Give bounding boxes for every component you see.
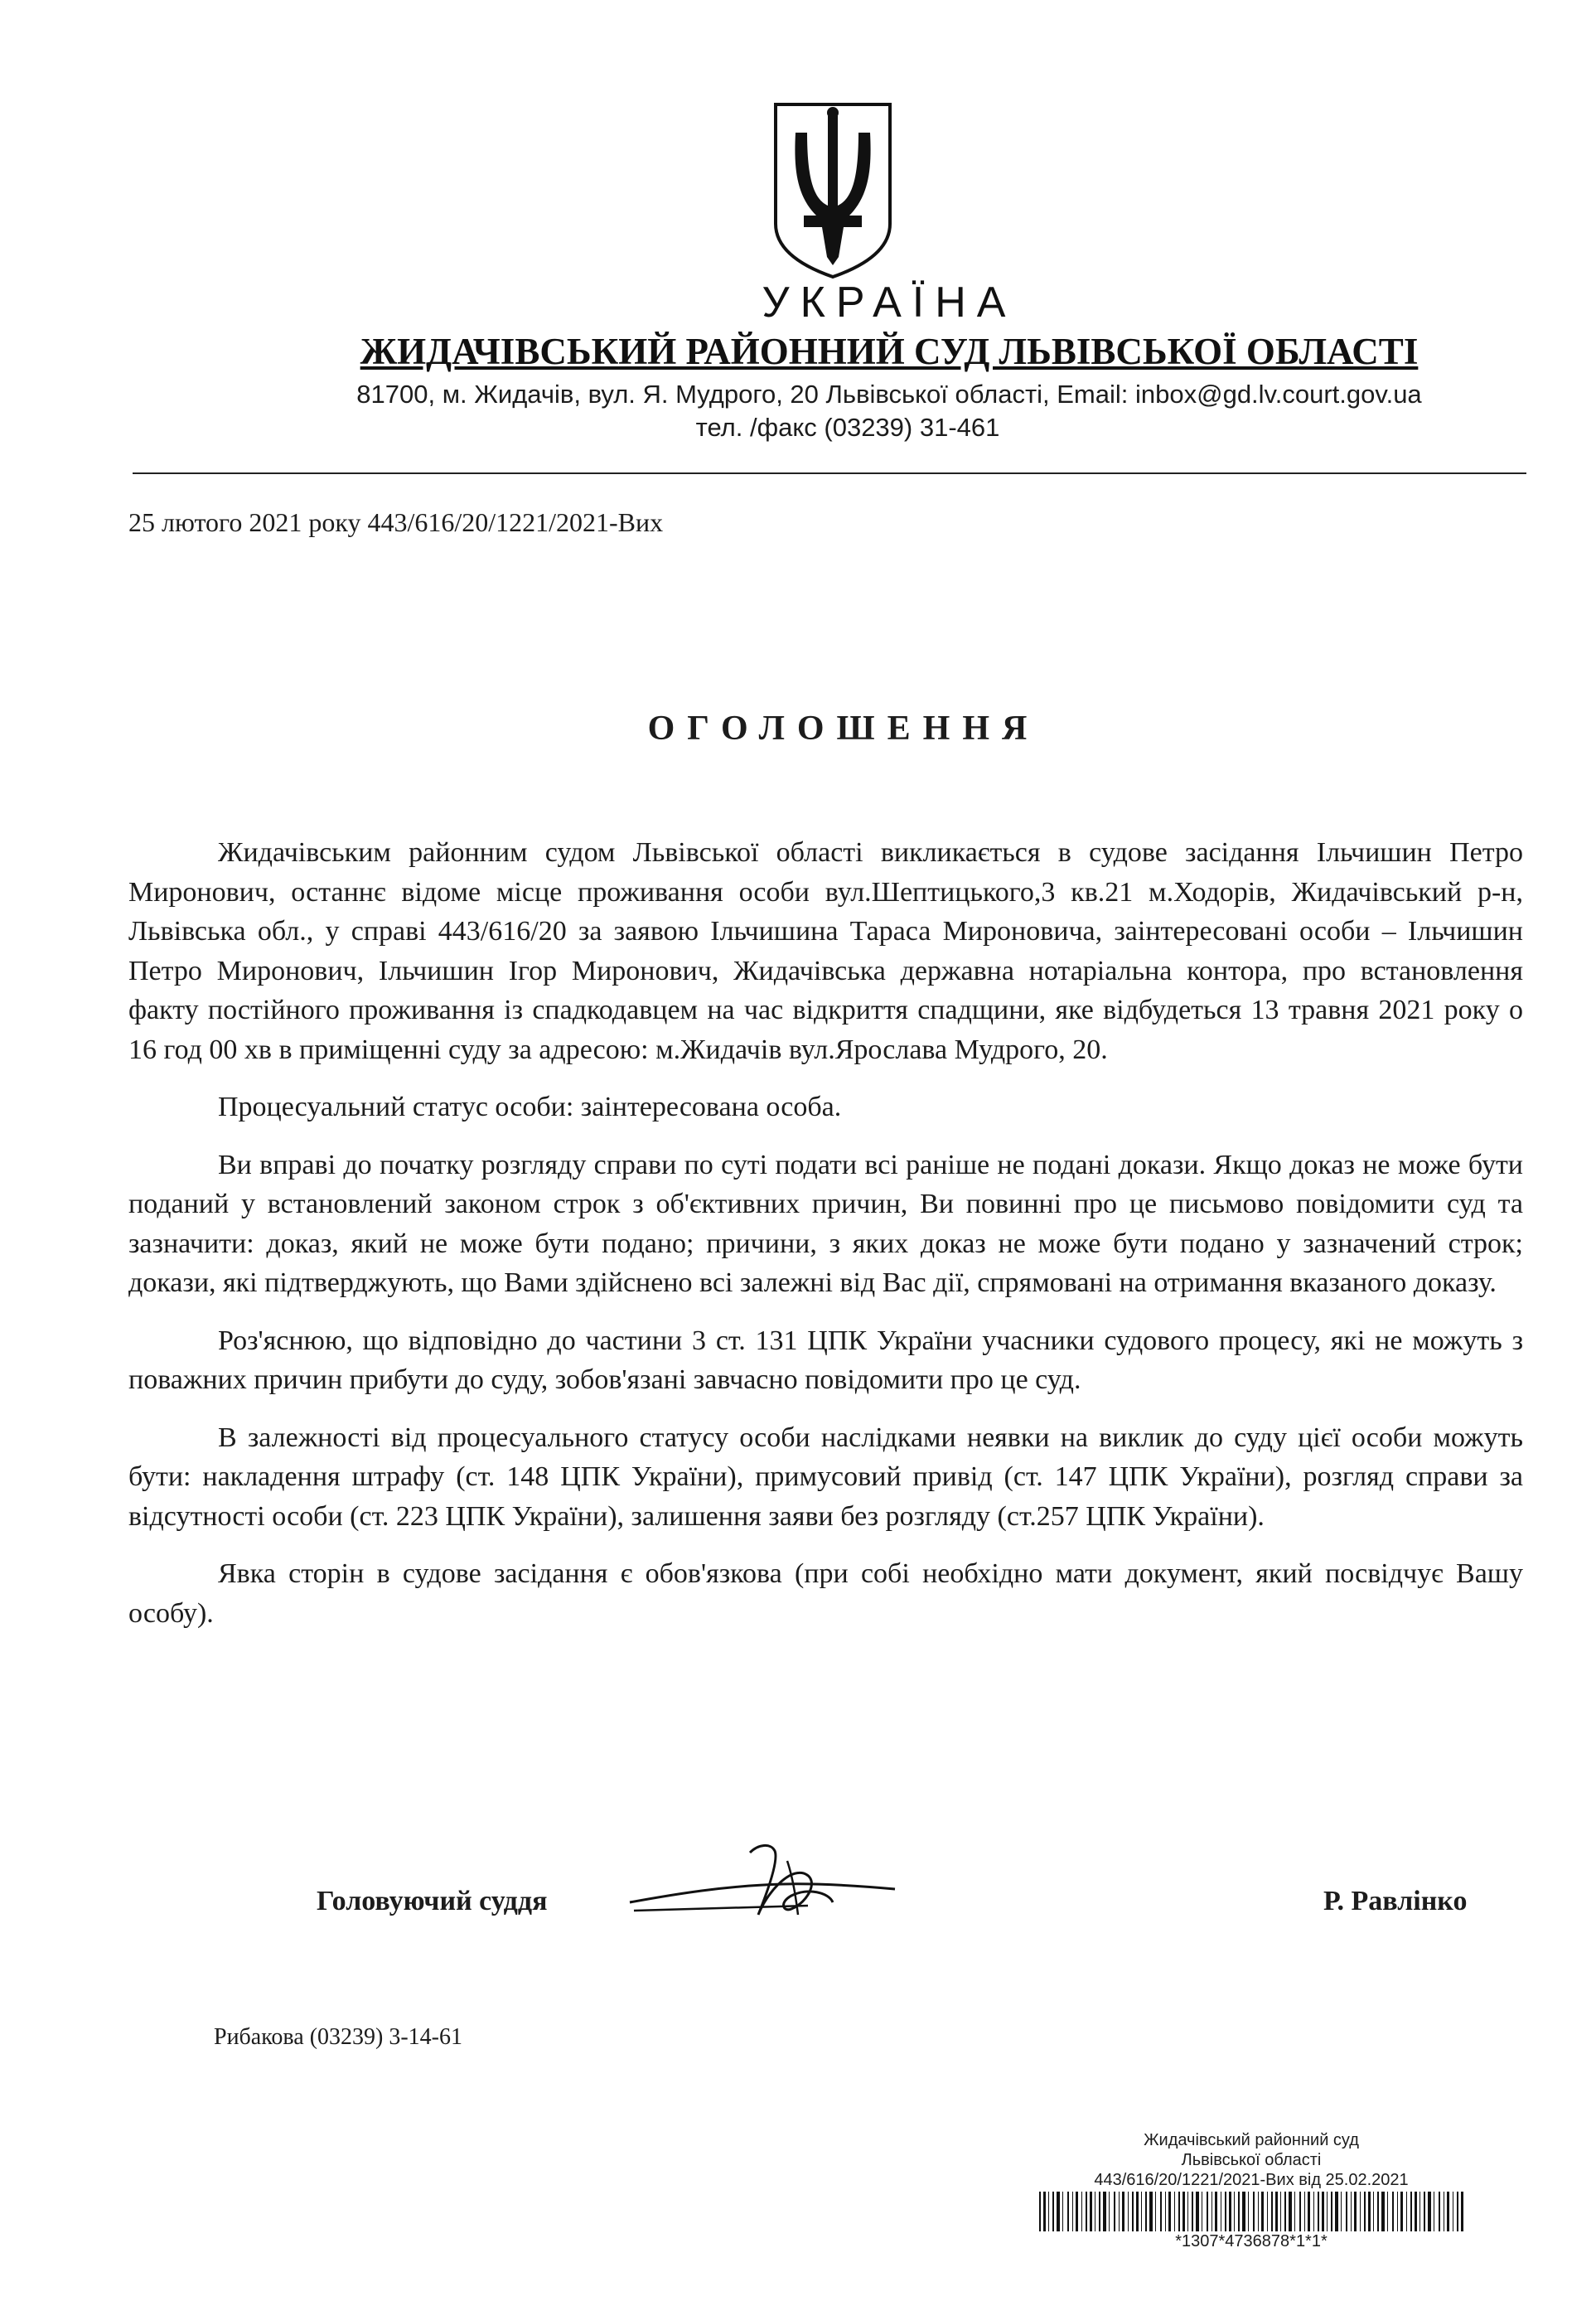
barcode-bar xyxy=(1141,2192,1142,2231)
barcode-bar xyxy=(1238,2192,1240,2231)
court-address: 81700, м. Жидачів, вул. Я. Мудрого, 20 Львівської області, Email: inbox@gd.lv.court.gov.ua xyxy=(356,380,1422,409)
barcode-bar xyxy=(1174,2192,1175,2231)
barcode-bar xyxy=(1275,2192,1278,2231)
announcement-body xyxy=(128,833,1523,1651)
signature-block xyxy=(0,1869,1596,1952)
barcode-bar xyxy=(1128,2192,1129,2231)
barcode-bar xyxy=(1242,2192,1245,2231)
barcode-bar xyxy=(1346,2192,1347,2231)
barcode-bar xyxy=(1294,2192,1295,2231)
barcode-bar xyxy=(1132,2192,1134,2231)
registration-stamp xyxy=(1036,2130,1467,2251)
barcode-bar xyxy=(1341,2192,1342,2231)
paragraph-evidence: Ви вправі до початку розгляду справи по суті подати всі раніше не подані докази. Якщо доказ не може бути поданий у встановлений законом строк з об'єктивних причин, Ви повинні про це письмово повідомити суд та зазначити: доказ, який не може бути подано; причини, з яких доказ не може бути подано у зазначений строк; докази, які підтверджують, що Вами здійснено всі залежні від Вас дії, спрямовані на отримання вказаного доказу. xyxy=(128,1149,1523,1298)
barcode-bar xyxy=(1090,2192,1092,2231)
barcode-bar xyxy=(1400,2192,1403,2231)
barcode-bar xyxy=(1280,2192,1281,2231)
barcode-bar xyxy=(1122,2192,1124,2231)
header-divider xyxy=(133,472,1526,474)
barcode-bar xyxy=(1406,2192,1407,2231)
barcode-bar xyxy=(1318,2192,1319,2231)
barcode-bar xyxy=(1410,2192,1412,2231)
stamp-line-region: Львівської області xyxy=(1181,2151,1322,2169)
barcode-bar xyxy=(1196,2192,1199,2231)
barcode-bar xyxy=(1439,2192,1440,2231)
barcode-bar xyxy=(1331,2192,1332,2231)
barcode-bar xyxy=(1039,2192,1041,2231)
barcode-bar xyxy=(1415,2192,1417,2231)
barcode-bar xyxy=(1215,2192,1217,2231)
barcode-bar xyxy=(1381,2192,1385,2231)
court-name: ЖИДАЧІВСЬКИЙ РАЙОННИЙ СУД ЛЬВІВСЬКОЇ ОБЛАСТІ xyxy=(360,331,1419,372)
barcode-bar xyxy=(1457,2192,1458,2231)
barcode-bar xyxy=(1387,2192,1388,2231)
barcode-bar xyxy=(1304,2192,1305,2231)
barcode-bar xyxy=(1360,2192,1361,2231)
barcode-bar xyxy=(1447,2192,1449,2231)
barcode-bar xyxy=(1076,2192,1078,2231)
barcode-bar xyxy=(1225,2192,1226,2231)
barcode-bar xyxy=(1103,2192,1106,2231)
barcode-bar xyxy=(1428,2192,1431,2231)
barcode-bar xyxy=(1136,2192,1139,2231)
barcode-bar xyxy=(1392,2192,1394,2231)
barcode-bar xyxy=(1099,2192,1100,2231)
barcode-bar xyxy=(1155,2192,1156,2231)
barcode xyxy=(1036,2192,1467,2231)
barcode-bar xyxy=(1165,2192,1166,2231)
barcode-bar xyxy=(1351,2192,1352,2231)
paragraph-attendance: Явка сторін в судове засідання є обов'язкова (при собі необхідно мати документ, який посвідчує Вашу особу). xyxy=(128,1558,1523,1629)
outgoing-reference: 25 лютого 2021 року 443/616/20/1221/2021-Вих xyxy=(128,507,664,537)
barcode-bar xyxy=(1248,2192,1249,2231)
barcode-bar xyxy=(1364,2192,1366,2231)
barcode-bar xyxy=(1048,2192,1049,2231)
barcode-bar xyxy=(1168,2192,1171,2231)
barcode-bar xyxy=(1145,2192,1147,2231)
country-heading: УКРАЇНА xyxy=(762,279,1017,327)
barcode-bar xyxy=(1322,2192,1324,2231)
barcode-bar xyxy=(1192,2192,1193,2231)
barcode-bar xyxy=(1229,2192,1231,2231)
judge-name: Р. Равлінко xyxy=(1323,1886,1468,1916)
barcode-bar xyxy=(1327,2192,1328,2231)
barcode-bar xyxy=(1119,2192,1120,2231)
court-phone: тел. /факс (03239) 31-461 xyxy=(695,413,1000,442)
barcode-bar xyxy=(1182,2192,1185,2231)
barcode-bar xyxy=(1267,2192,1268,2231)
paragraph-summons: Жидачівським районним судом Львівської області викликається в судове засідання Ільчишин Петро Миронович, останнє відоме місце проживання особи вул.Шептицького,3 кв.21 м.Ходорів, Жидачівський р-н, Львівська обл., у справі 443/616/20 за заявою Ільчишина Тараса Мироновича, заінтересовані особи – Ільчишин Петро Миронович, Ільчишин Ігор Миронович, Жидачівська державна нотаріальна контора, про встановлення факту постійного проживання із спадкодавцем на час відкриття спадщини, яке відбудеться 13 травня 2021 року о 16 год 00 хв в приміщенні суду за адресою: м.Жидачів вул.Ярослава Мудрого, 20. xyxy=(128,837,1523,1065)
barcode-bar xyxy=(1373,2192,1374,2231)
barcode-bar xyxy=(1052,2192,1054,2231)
barcode-bar xyxy=(1149,2192,1153,2231)
barcode-bar xyxy=(1114,2192,1115,2231)
judge-title: Головуючий суддя xyxy=(317,1886,548,1916)
barcode-bar xyxy=(1086,2192,1087,2231)
barcode-bar xyxy=(1043,2192,1046,2231)
stamp-line-number: 443/616/20/1221/2021-Вих від 25.02.2021 xyxy=(1094,2171,1409,2189)
barcode-bar xyxy=(1299,2192,1301,2231)
barcode-bar xyxy=(1072,2192,1073,2231)
barcode-bar xyxy=(1308,2192,1310,2231)
barcode-number: *1307*4736878*1*1* xyxy=(1175,2232,1328,2250)
barcode-bar xyxy=(1424,2192,1425,2231)
barcode-bar xyxy=(1160,2192,1162,2231)
stamp-line-court: Жидачівський районний суд xyxy=(1144,2131,1359,2149)
coat-of-arms-icon xyxy=(771,99,895,282)
barcode-bar xyxy=(1377,2192,1379,2231)
barcode-bar xyxy=(1313,2192,1314,2231)
document-title: ОГОЛОШЕННЯ xyxy=(647,710,1040,748)
barcode-bar xyxy=(1397,2192,1398,2231)
barcode-bar xyxy=(1258,2192,1259,2231)
barcode-bar xyxy=(1284,2192,1286,2231)
barcode-bar xyxy=(1261,2192,1264,2231)
barcode-bar xyxy=(1368,2192,1371,2231)
barcode-bar xyxy=(1057,2192,1060,2231)
handwritten-signature xyxy=(626,1836,899,1935)
barcode-bar xyxy=(1178,2192,1180,2231)
paragraph-consequences: В залежності від процесуального статусу особи наслідками неявки на виклик до суду цієї особи можуть бути: накладення штрафу (ст. 148 ЦПК України), примусовий привід (ст. 147 ЦПК України), розгляд справи за відсутності особи (ст. 223 ЦПК України), залишення заяви без розгляду (ст.257 ЦПК України). xyxy=(128,1422,1523,1532)
barcode-bar xyxy=(1335,2192,1338,2231)
barcode-bar xyxy=(1187,2192,1188,2231)
barcode-bar xyxy=(1419,2192,1420,2231)
barcode-bar xyxy=(1081,2192,1082,2231)
barcode-bar xyxy=(1253,2192,1255,2231)
barcode-bar xyxy=(1067,2192,1069,2231)
executor-contact: Рибакова (03239) 3-14-61 xyxy=(214,2024,462,2050)
barcode-bar xyxy=(1109,2192,1110,2231)
barcode-bar xyxy=(1271,2192,1273,2231)
barcode-bar xyxy=(1062,2192,1063,2231)
barcode-bar xyxy=(1354,2192,1357,2231)
barcode-bar xyxy=(1289,2192,1292,2231)
barcode-bar xyxy=(1207,2192,1208,2231)
barcode-bar xyxy=(1461,2192,1463,2231)
paragraph-status: Процесуальний статус особи: заінтересована особа. xyxy=(218,1092,842,1122)
barcode-bar xyxy=(1234,2192,1235,2231)
paragraph-notice-duty: Роз'яснюю, що відповідно до частини 3 ст. 131 ЦПК України учасники судового процесу, які не можуть з поважних причин прибути до суду, зобов'язані завчасно повідомити про це суд. xyxy=(128,1325,1523,1395)
